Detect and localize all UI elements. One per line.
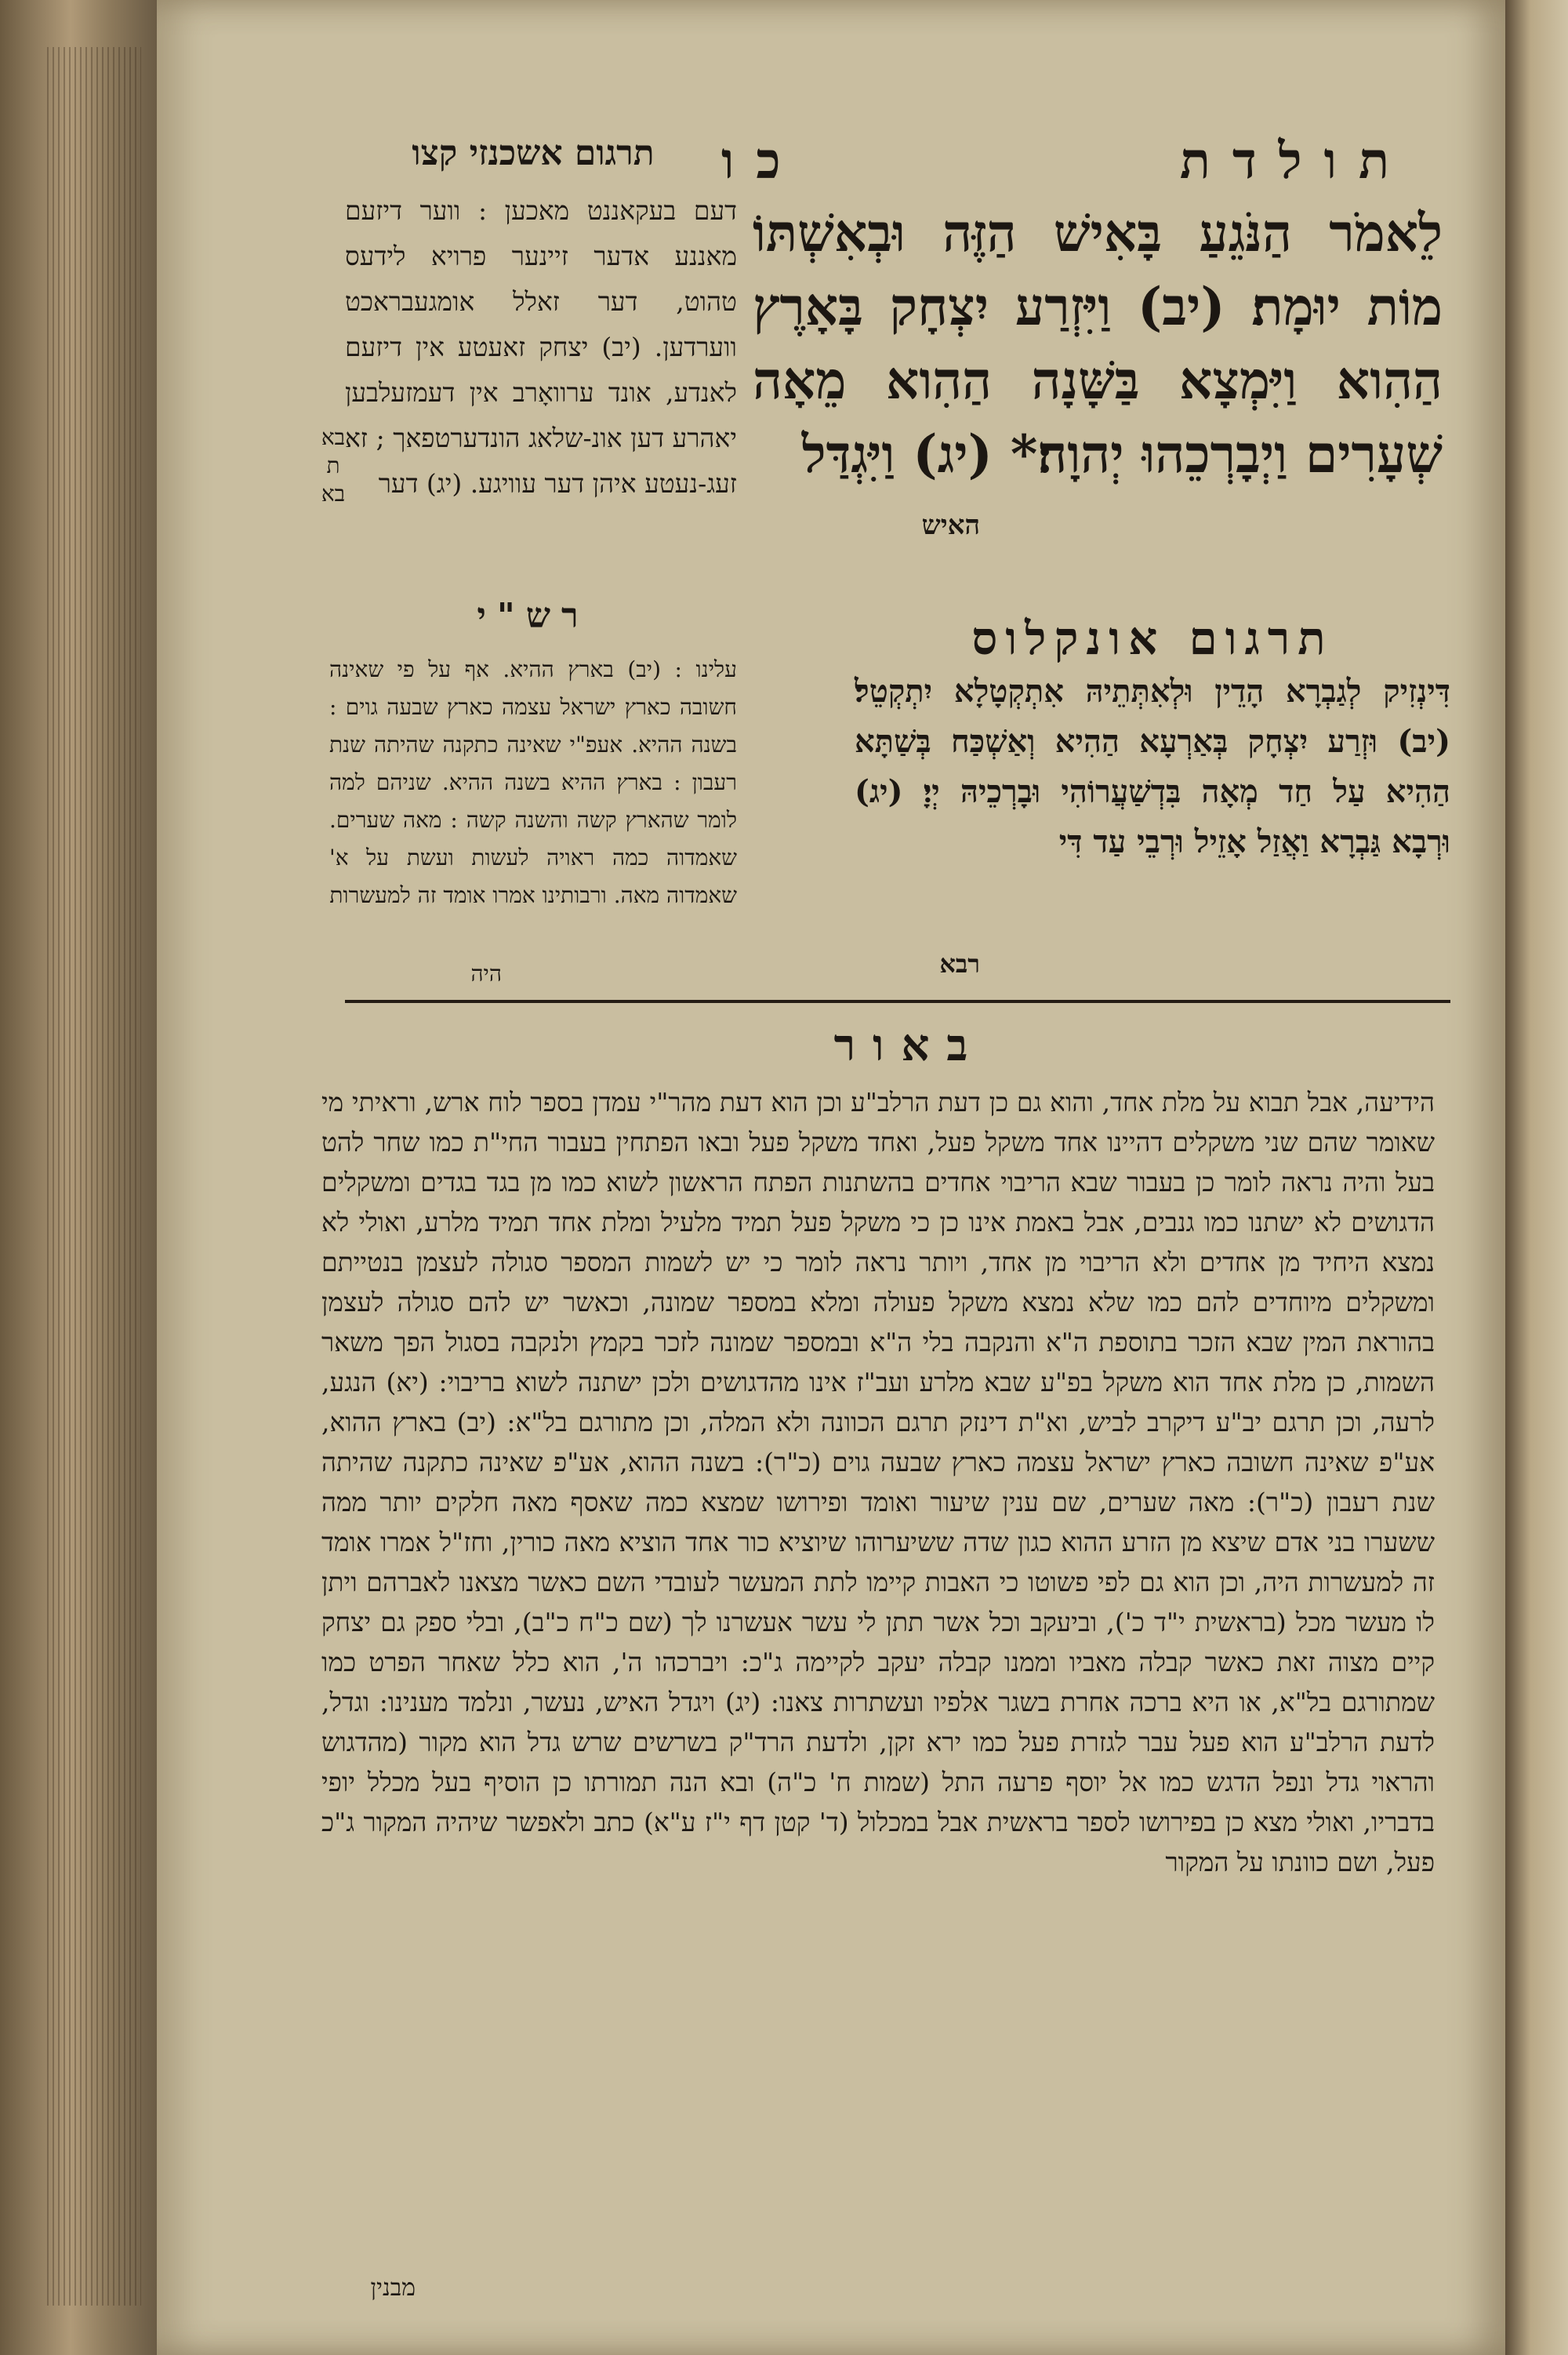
targum-ashkenazi-title: תרגום אשכנזי קצו bbox=[412, 133, 655, 173]
rashi-catchword: היה bbox=[470, 961, 502, 987]
torah-verse: לֵאמֹר הַנֹּגֵעַ בָּאִישׁ הַזֶּה וּבְאִשְׁתּוֹ מוֹת יוּמָת׃ (יב) וַיִּזְרַע יִצְחָק בָּאָרֶץ הַהִוא וַיִּמְצָא בַּשָּׁנָה הַהִוא מֵאָה שְׁעָרִים וַיְבָרְכֵהוּ יְהוָה׃* (יג) וַיִּגְדַּל bbox=[753, 202, 1443, 485]
facing-page-edge bbox=[1505, 0, 1568, 2355]
biur-catchword: מבנין bbox=[370, 2274, 416, 2302]
onkelos-title: תרגום אונקלוס bbox=[971, 612, 1334, 665]
running-head-title: תולדת bbox=[1179, 131, 1411, 191]
onkelos-text: דִּינְזִיק לְגַבְרָא הָדֵין וּלְאִתְּתֵיהּ אִתְקְטָלָא יִתְקְטֵל׃ (יב) וּזְרַע יִצְחָק בְּאַרְעָא הַהִיא וְאַשְׁכַּח בְּשַׁתָּא הַהִיא עַל חַד מְאָה בִּדְשַׁעֲרוֹהִי וּבָרְכֵיהּ יְיָ׃ (יג) וּרְבָא גַּבְרָא וַאֲזַל אָזֵיל וּרְבֵי עַד דִּי bbox=[855, 673, 1450, 860]
onkelos-catchword: רבא bbox=[939, 949, 980, 979]
page-stack-lines bbox=[47, 47, 141, 2306]
biur-title: באור bbox=[833, 1019, 985, 1071]
running-head bbox=[721, 125, 1411, 196]
section-divider bbox=[345, 1000, 1450, 1003]
margin-marks: בא ת בא bbox=[321, 424, 346, 507]
verse-catchword: האיש bbox=[921, 510, 980, 541]
rashi-title: רש"י bbox=[477, 596, 590, 636]
biur-text: הידיעה, אבל תבוא על מלת אחד, והוא גם כן דעת הרלב"ע וכן הוא דעת מהר"י עמדן בספר לוח ארש, וראיתי מי שאומר שהם שני משקלים דהיינו אחד משקל פעל, ואחד משקל פעל ובאו הפתחין בעבור החי"ת כמו שחר להט בעל והיה נראה לומר כן בעבור שבא הריבוי אחדים בהשתנות הפתח הראשון לשוא כמו מן בגד בגדים ומשקלים הדגושים לא ישתנו כמו גנבים, אבל באמת אינו כן כי משקל פעל תמיד מלעיל ומלת אחד תמיד מלרע, ואולי לא נמצא היחיד מן אחדים ולא הריבוי מן אחד, ויותר נראה לומר כי יש לשמות המספר סגולה לעצמן בנטייתם ומשקלים מיוחדים להם כמו שלא נמצא משקל פעולה ומלא במספר שמונה, וכאשר יש להם סגולה לעצמן בהוראת המין שבא הזכר בתוספת ה"א והנקבה בלי ה"א ובמספר שמונה לזכר בקמץ ולנקבה בסגול הפך משאר השמות, כן מלת אחד הוא משקל בפ"ע שבא מלרע ועב"ז אינו מהדגושים ולכן ישתנה לשוא בריבוי: (יא) הנגע, לרעה, וכן תרגם יב"ע דיקרב לביש, וא"ת דינזק תרגם הכוונה ולא המלה, וכן מתורגם בל"א: (יב) בארץ ההוא, אע"פ שאינה חשובה כארץ ישראל עצמה כארץ שבעה גוים (כ"ר): בשנה ההוא, אע"פ שאינה כתקנה שהיתה שנת רעבון (כ"ר): מאה שערים, שם ענין שיעור ואומד ופירושו שמצא כמה שאסף מאה חלקים יותר ממה ששערו בני אדם שיצא מן הזרע ההוא כגון שדה ששיערוהו שיוציא כור אחד הוציא מאה כורין, וחז"ל אמרו אומד זה למעשרות היה, וכן הוא גם לפי פשוטו כי האבות קיימו לתת המעשר לעובדי השם כאשר מצאנו לאברהם ויתן לו מעשר מכל (בראשית י"ד כ'), וביעקב וכל אשר תתן לי עשר אעשרנו לך (שם כ"ח כ"ב), ובלי ספק גם יצחק קיים מצוה זאת כאשר קבלה מאביו וממנו קבלה יעקב לקיימה ג"כ: ויברכהו ה', הוא כלל שאחר הפרט כמו שמתורגם בל"א, או היא ברכה אחרת בשגר אלפיו ועשתרות צאנו: (יג) ויגדל האיש, נעשר, ונלמד מענינו: וגדל, לדעת הרלב"ע הוא פעל עבר לגזרת פעל כמו ירא זקן, ולדעת הרד"ק בשרשים שרש גדל הוא מקור (מהדגוש והראוי גדל ונפל הדגש כמו אל יוסף פרעה התל (שמות ח' כ"ה) ובא הנה תמורתו כן הוסיף בעל מכלל יופי בדבריו, ואולי מצא כן בפירושו לספר בראשית אבל במכלול (ד' קטן דף י"ז ע"א) כתב ולאפשר שיהיה המקור ג"כ פעל, ושם כוונתו על המקור bbox=[321, 1087, 1435, 1877]
page-number: כו bbox=[721, 131, 803, 191]
targum-ashkenazi-text: דעם בעקאננט מאכען : ווער דיזעם מאננע אדער זיינער פרויא לידעס טהוט, דער זאלל אומגעבראכט ווערדען. (יב) יצחק זאעטע אין דיזעם לאנדע, אונד ערוואָרב אין דעמזעלבען יאהרע דען אונ-שלאג הונדערטפאך ; זא זעג-נעטע איהן דער עוויגע. (יג) דער bbox=[345, 195, 737, 499]
book-fore-edge bbox=[0, 0, 157, 2355]
rashi-text: עלינו : (יב) בארץ ההיא. אף על פי שאינה חשובה כארץ ישראל עצמה כארץ שבעה גוים : בשנה ההיא. אעפ"י שאינה כתקנה שהיתה שנת רעבון : בארץ ההיא בשנה ההיא. שניהם למה לומר שהארץ קשה והשנה קשה : מאה שערים. שאמדוה כמה ראויה לעשות ועשת על א' שאמדוה מאה. ורבותינו אמרו אומד זה למעשרות bbox=[329, 656, 737, 908]
